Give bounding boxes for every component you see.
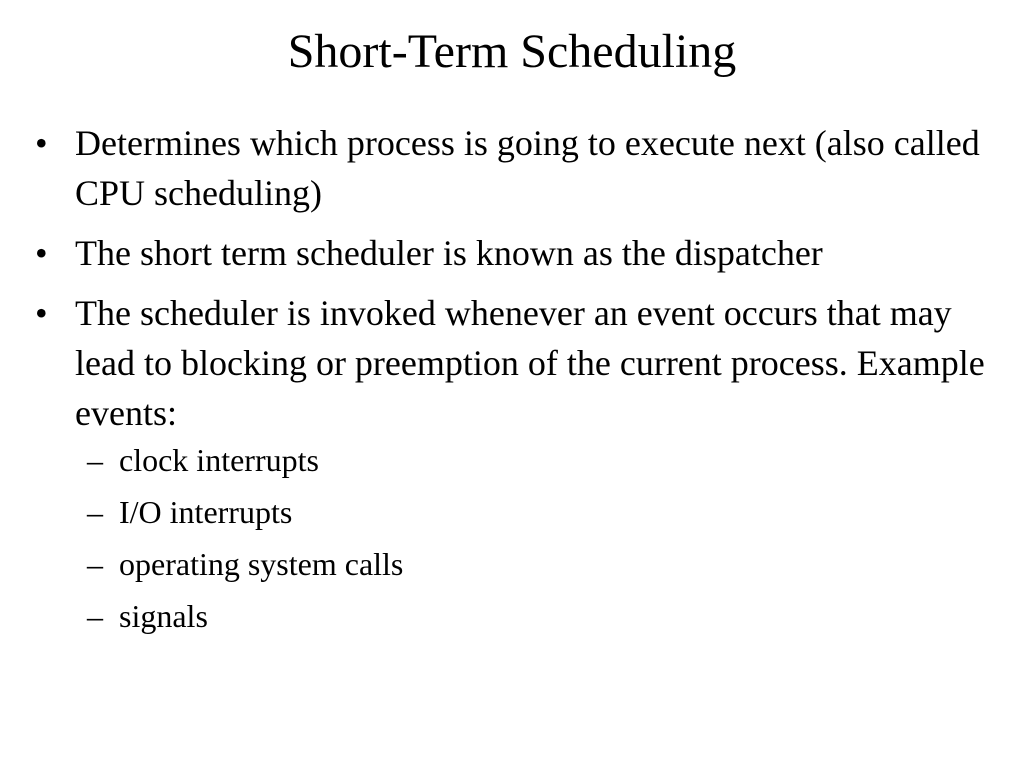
bullet-text: Determines which process is going to execute next (also called CPU scheduling)	[75, 123, 980, 213]
bullet-text: The short term scheduler is known as the dispatcher	[75, 233, 823, 273]
bullet-icon: •	[35, 233, 48, 273]
bullet-list	[30, 118, 1000, 648]
bullet-text: The scheduler is invoked whenever an event occurs that may lead to blocking or preemption of the current process. Example events:	[75, 293, 985, 433]
dash-icon: –	[87, 598, 103, 634]
sub-bullet-item	[75, 544, 1000, 584]
sub-bullet-text: clock interrupts	[119, 442, 319, 478]
bullet-icon: •	[35, 293, 48, 333]
sub-bullet-item	[75, 492, 1000, 532]
bullet-item	[30, 228, 1000, 278]
sub-bullet-list	[75, 440, 1000, 636]
sub-bullet-text: signals	[119, 598, 208, 634]
dash-icon: –	[87, 494, 103, 530]
sub-bullet-text: operating system calls	[119, 546, 404, 582]
sub-bullet-item	[75, 440, 1000, 480]
sub-bullet-text: I/O interrupts	[119, 494, 293, 530]
dash-icon: –	[87, 546, 103, 582]
bullet-item	[30, 118, 1000, 218]
bullet-icon: •	[35, 123, 48, 163]
dash-icon: –	[87, 442, 103, 478]
sub-bullet-item	[75, 596, 1000, 636]
slide-title: Short-Term Scheduling	[287, 25, 737, 78]
bullet-item	[30, 288, 1000, 636]
